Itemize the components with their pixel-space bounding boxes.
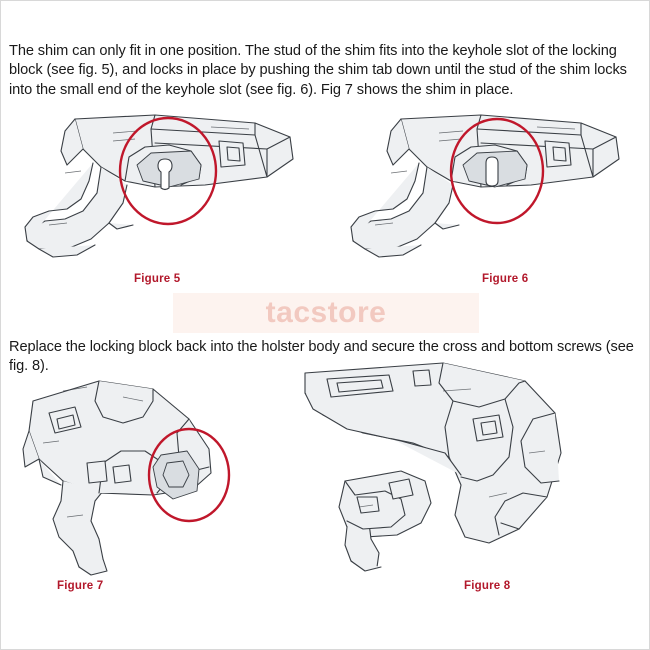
figure-7-illustration bbox=[3, 367, 293, 579]
instruction-paragraph-2: Replace the locking block back into the holster body and secure the cross and bottom screws (see fig. 8). bbox=[9, 338, 634, 375]
figure-8-caption: Figure 8 bbox=[464, 580, 511, 592]
figure-8-illustration bbox=[293, 357, 613, 579]
watermark: tacstore bbox=[173, 293, 479, 333]
figure-7-caption: Figure 7 bbox=[57, 580, 104, 592]
figure-5-caption: Figure 5 bbox=[134, 273, 181, 285]
instruction-paragraph-1: The shim can only fit in one position. The stud of the shim fits into the keyhole slot of the locking block (see fig. 5), and locks in place by pushing the shim tab down until the stud of the shim locks into the small end of the keyhole slot (see fig. 6). Fig 7 shows the shim in place. bbox=[9, 42, 627, 98]
figure-6-caption: Figure 6 bbox=[482, 273, 529, 285]
figure-5-illustration bbox=[5, 107, 325, 267]
figure-6-illustration bbox=[331, 107, 650, 267]
